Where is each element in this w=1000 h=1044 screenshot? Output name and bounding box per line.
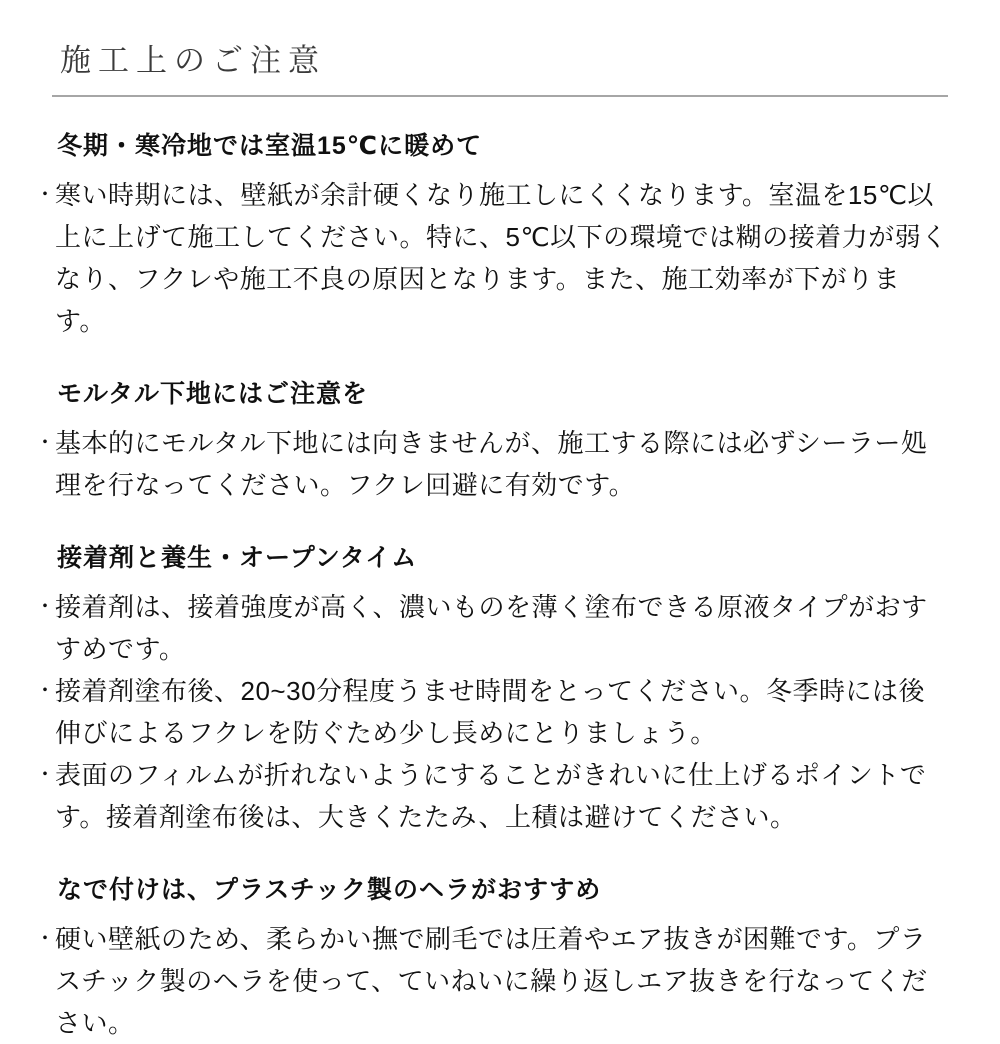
section-heading: なで付けは、プラスチック製のヘラがおすすめ	[57, 876, 602, 904]
section-heading: 冬期・寒冷地では室温15℃に暖めて	[57, 132, 483, 160]
bullet-text: 接着剤塗布後、20~30分程度うませ時間をとってください。冬季時には後伸びによるフクレを防ぐため少し長めにとりましょう。	[55, 676, 926, 748]
section-adhesive-open-time	[35, 543, 948, 838]
bullet-marker: ・	[35, 184, 56, 206]
bullet-marker: ・	[35, 680, 56, 702]
bullet-item	[35, 670, 948, 754]
section-mortar-base	[35, 379, 948, 506]
title-divider	[52, 95, 948, 97]
bullet-text: 硬い壁紙のため、柔らかい撫で刷毛では圧着やエア抜きが困難です。プラスチック製のヘラを使って、ていねいに繰り返しエア抜きを行なってください。	[55, 924, 928, 1038]
bullet-text: 寒い時期には、壁紙が余計硬くなり施工しにくくなります。室温を15℃以上に上げて施工してください。特に、5℃以下の環境では糊の接着力が弱くなり、フクレや施工不良の原因となります。また、施工効率が下がります。	[55, 180, 948, 336]
bullet-text: 基本的にモルタル下地には向きませんが、施工する際には必ずシーラー処理を行なってください。フクレ回避に有効です。	[55, 428, 928, 500]
bullet-item	[35, 174, 948, 342]
section-winter-temperature	[35, 131, 948, 342]
bullet-item	[35, 754, 948, 838]
bullet-text: 表面のフィルムが折れないようにすることがきれいに仕上げるポイントです。接着剤塗布後は、大きくたたみ、上積は避けてください。	[55, 760, 927, 832]
bullet-marker: ・	[35, 764, 56, 786]
section-heading: モルタル下地にはご注意を	[57, 380, 369, 408]
page-title: 施工上のご注意	[60, 43, 326, 78]
bullet-marker: ・	[35, 928, 56, 950]
section-heading: 接着剤と養生・オープンタイム	[57, 544, 418, 572]
bullet-marker: ・	[35, 432, 56, 454]
bullet-marker: ・	[35, 596, 56, 618]
section-smoothing-spatula	[35, 875, 948, 1044]
bullet-item	[35, 422, 948, 506]
bullet-item	[35, 586, 948, 670]
bullet-text: 接着剤は、接着強度が高く、濃いものを薄く塗布できる原液タイプがおすすめです。	[55, 592, 928, 664]
bullet-item	[35, 918, 948, 1044]
